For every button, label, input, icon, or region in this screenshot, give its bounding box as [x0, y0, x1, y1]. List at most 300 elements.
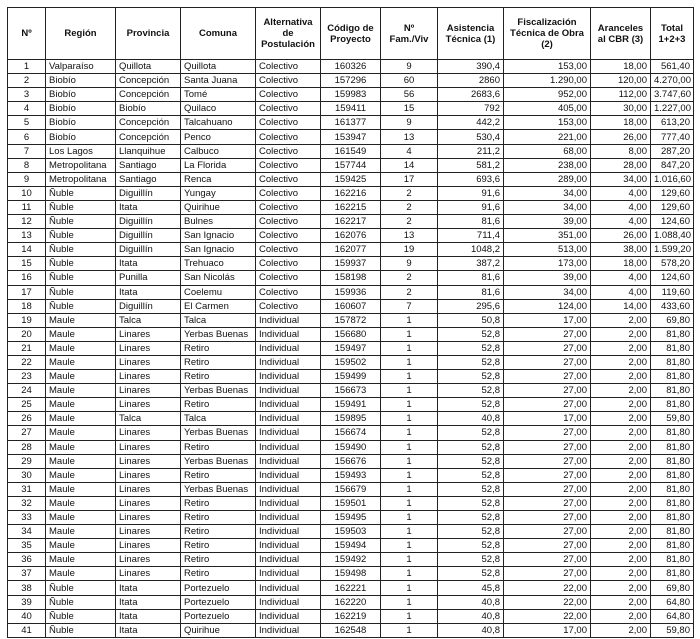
- cell-region: Maule: [46, 496, 116, 510]
- table-row: [8, 130, 694, 144]
- cell-num-fam: 60: [381, 74, 438, 88]
- table-row: [8, 440, 694, 454]
- cell-alternativa: Colectivo: [256, 215, 321, 229]
- cell-num: 26: [8, 412, 46, 426]
- cell-num-fam: 2: [381, 215, 438, 229]
- cell-region: Maule: [46, 454, 116, 468]
- cell-asistencia: 52,8: [438, 398, 504, 412]
- cell-aranceles: 2,00: [591, 595, 651, 609]
- table-row: [8, 454, 694, 468]
- cell-alternativa: Colectivo: [256, 271, 321, 285]
- cell-codigo: 159495: [321, 511, 381, 525]
- table-row: [8, 200, 694, 214]
- cell-num: 13: [8, 229, 46, 243]
- cell-comuna: Coelemu: [181, 285, 256, 299]
- cell-provincia: Diguillín: [116, 229, 181, 243]
- cell-alternativa: Colectivo: [256, 102, 321, 116]
- cell-codigo: 157872: [321, 313, 381, 327]
- cell-num-fam: 1: [381, 313, 438, 327]
- cell-total: 81,80: [651, 327, 694, 341]
- cell-alternativa: Individual: [256, 370, 321, 384]
- cell-num: 14: [8, 243, 46, 257]
- cell-alternativa: Individual: [256, 384, 321, 398]
- cell-codigo: 159498: [321, 567, 381, 581]
- cell-region: Ñuble: [46, 215, 116, 229]
- cell-num-fam: 9: [381, 257, 438, 271]
- table-row: [8, 60, 694, 74]
- cell-fiscalizacion: 27,00: [504, 370, 591, 384]
- cell-aranceles: 4,00: [591, 215, 651, 229]
- cell-total: 69,80: [651, 313, 694, 327]
- cell-aranceles: 8,00: [591, 144, 651, 158]
- cell-asistencia: 52,8: [438, 454, 504, 468]
- cell-provincia: Diguillín: [116, 243, 181, 257]
- cell-provincia: Diguillín: [116, 299, 181, 313]
- cell-total: 64,80: [651, 609, 694, 623]
- cell-asistencia: 387,2: [438, 257, 504, 271]
- cell-total: 81,80: [651, 384, 694, 398]
- cell-comuna: Talcahuano: [181, 116, 256, 130]
- cell-asistencia: 52,8: [438, 355, 504, 369]
- cell-total: 81,80: [651, 482, 694, 496]
- cell-alternativa: Colectivo: [256, 60, 321, 74]
- cell-aranceles: 28,00: [591, 158, 651, 172]
- table-row: [8, 313, 694, 327]
- cell-region: Ñuble: [46, 186, 116, 200]
- cell-comuna: Retiro: [181, 468, 256, 482]
- table-row: [8, 609, 694, 623]
- cell-asistencia: 40,8: [438, 412, 504, 426]
- cell-region: Ñuble: [46, 243, 116, 257]
- cell-aranceles: 2,00: [591, 454, 651, 468]
- cell-aranceles: 2,00: [591, 511, 651, 525]
- cell-comuna: Trehuaco: [181, 257, 256, 271]
- cell-aranceles: 4,00: [591, 285, 651, 299]
- cell-num-fam: 1: [381, 595, 438, 609]
- cell-num-fam: 1: [381, 327, 438, 341]
- cell-num: 1: [8, 60, 46, 74]
- cell-total: 69,80: [651, 581, 694, 595]
- table-row: [8, 102, 694, 116]
- table-row: [8, 341, 694, 355]
- cell-num: 32: [8, 496, 46, 510]
- cell-total: 81,80: [651, 398, 694, 412]
- cell-region: Maule: [46, 567, 116, 581]
- cell-total: 81,80: [651, 496, 694, 510]
- cell-fiscalizacion: 27,00: [504, 327, 591, 341]
- cell-alternativa: Colectivo: [256, 257, 321, 271]
- table-row: [8, 567, 694, 581]
- cell-num: 7: [8, 144, 46, 158]
- cell-fiscalizacion: 27,00: [504, 384, 591, 398]
- cell-region: Maule: [46, 384, 116, 398]
- cell-fiscalizacion: 153,00: [504, 116, 591, 130]
- cell-num-fam: 13: [381, 130, 438, 144]
- cell-fiscalizacion: 22,00: [504, 595, 591, 609]
- cell-comuna: La Florida: [181, 158, 256, 172]
- cell-provincia: Punilla: [116, 271, 181, 285]
- cell-num: 38: [8, 581, 46, 595]
- cell-asistencia: 52,8: [438, 539, 504, 553]
- cell-provincia: Concepción: [116, 74, 181, 88]
- cell-codigo: 162217: [321, 215, 381, 229]
- cell-comuna: Quillota: [181, 60, 256, 74]
- cell-aranceles: 2,00: [591, 412, 651, 426]
- cell-region: Biobío: [46, 88, 116, 102]
- column-header-comuna: Comuna: [181, 8, 256, 60]
- cell-region: Ñuble: [46, 623, 116, 637]
- cell-alternativa: Colectivo: [256, 88, 321, 102]
- cell-region: Biobío: [46, 74, 116, 88]
- cell-num-fam: 1: [381, 511, 438, 525]
- cell-asistencia: 442,2: [438, 116, 504, 130]
- cell-provincia: Santiago: [116, 158, 181, 172]
- cell-num: 16: [8, 271, 46, 285]
- cell-num-fam: 1: [381, 581, 438, 595]
- cell-provincia: Biobío: [116, 102, 181, 116]
- cell-num: 27: [8, 426, 46, 440]
- cell-comuna: Retiro: [181, 539, 256, 553]
- cell-num: 17: [8, 285, 46, 299]
- cell-codigo: 161549: [321, 144, 381, 158]
- cell-total: 124,60: [651, 215, 694, 229]
- cell-fiscalizacion: 952,00: [504, 88, 591, 102]
- cell-aranceles: 34,00: [591, 172, 651, 186]
- cell-aranceles: 112,00: [591, 88, 651, 102]
- cell-codigo: 162220: [321, 595, 381, 609]
- cell-aranceles: 2,00: [591, 623, 651, 637]
- cell-asistencia: 1048,2: [438, 243, 504, 257]
- cell-asistencia: 45,8: [438, 581, 504, 595]
- cell-region: Los Lagos: [46, 144, 116, 158]
- cell-num-fam: 14: [381, 158, 438, 172]
- cell-total: 81,80: [651, 426, 694, 440]
- cell-aranceles: 4,00: [591, 200, 651, 214]
- table-row: [8, 172, 694, 186]
- cell-alternativa: Colectivo: [256, 243, 321, 257]
- cell-alternativa: Colectivo: [256, 200, 321, 214]
- cell-fiscalizacion: 34,00: [504, 200, 591, 214]
- cell-comuna: Yerbas Buenas: [181, 426, 256, 440]
- cell-region: Maule: [46, 539, 116, 553]
- cell-fiscalizacion: 1.290,00: [504, 74, 591, 88]
- cell-alternativa: Colectivo: [256, 144, 321, 158]
- cell-fiscalizacion: 27,00: [504, 454, 591, 468]
- cell-provincia: Linares: [116, 355, 181, 369]
- cell-num-fam: 1: [381, 539, 438, 553]
- cell-asistencia: 2860: [438, 74, 504, 88]
- cell-fiscalizacion: 173,00: [504, 257, 591, 271]
- cell-alternativa: Colectivo: [256, 299, 321, 313]
- table-row: [8, 426, 694, 440]
- cell-comuna: Retiro: [181, 370, 256, 384]
- cell-total: 59,80: [651, 623, 694, 637]
- table-row: [8, 525, 694, 539]
- cell-region: Biobío: [46, 130, 116, 144]
- table-row: [8, 215, 694, 229]
- cell-aranceles: 2,00: [591, 341, 651, 355]
- cell-num: 41: [8, 623, 46, 637]
- cell-fiscalizacion: 153,00: [504, 60, 591, 74]
- table-row: [8, 482, 694, 496]
- cell-region: Ñuble: [46, 299, 116, 313]
- cell-total: 1.016,60: [651, 172, 694, 186]
- cell-alternativa: Colectivo: [256, 74, 321, 88]
- table-row: [8, 384, 694, 398]
- table-row: [8, 144, 694, 158]
- cell-provincia: Linares: [116, 482, 181, 496]
- cell-total: 433,60: [651, 299, 694, 313]
- cell-fiscalizacion: 513,00: [504, 243, 591, 257]
- cell-codigo: 162548: [321, 623, 381, 637]
- cell-region: Ñuble: [46, 595, 116, 609]
- cell-asistencia: 390,4: [438, 60, 504, 74]
- cell-num-fam: 17: [381, 172, 438, 186]
- cell-total: 119,60: [651, 285, 694, 299]
- cell-num-fam: 2: [381, 200, 438, 214]
- cell-num: 36: [8, 553, 46, 567]
- cell-alternativa: Individual: [256, 313, 321, 327]
- table-row: [8, 88, 694, 102]
- cell-codigo: 159425: [321, 172, 381, 186]
- cell-total: 777,40: [651, 130, 694, 144]
- cell-asistencia: 81,6: [438, 215, 504, 229]
- cell-asistencia: 52,8: [438, 496, 504, 510]
- cell-codigo: 159493: [321, 468, 381, 482]
- cell-alternativa: Individual: [256, 581, 321, 595]
- cell-provincia: Itata: [116, 623, 181, 637]
- cell-alternativa: Colectivo: [256, 116, 321, 130]
- cell-num-fam: 1: [381, 398, 438, 412]
- cell-fiscalizacion: 221,00: [504, 130, 591, 144]
- cell-aranceles: 18,00: [591, 257, 651, 271]
- cell-region: Ñuble: [46, 229, 116, 243]
- cell-num-fam: 1: [381, 553, 438, 567]
- cell-region: Ñuble: [46, 271, 116, 285]
- cell-num: 6: [8, 130, 46, 144]
- cell-comuna: Santa Juana: [181, 74, 256, 88]
- cell-num-fam: 1: [381, 370, 438, 384]
- cell-num: 30: [8, 468, 46, 482]
- cell-alternativa: Individual: [256, 355, 321, 369]
- table-row: [8, 581, 694, 595]
- cell-aranceles: 26,00: [591, 130, 651, 144]
- cell-total: 124,60: [651, 271, 694, 285]
- cell-num: 31: [8, 482, 46, 496]
- cell-codigo: 159501: [321, 496, 381, 510]
- cell-num: 24: [8, 384, 46, 398]
- cell-num-fam: 1: [381, 496, 438, 510]
- cell-codigo: 159936: [321, 285, 381, 299]
- cell-num: 22: [8, 355, 46, 369]
- cell-num-fam: 9: [381, 116, 438, 130]
- cell-provincia: Linares: [116, 496, 181, 510]
- cell-provincia: Concepción: [116, 130, 181, 144]
- cell-comuna: Quirihue: [181, 623, 256, 637]
- column-header-total: Total 1+2+3: [651, 8, 694, 60]
- cell-total: 3.747,60: [651, 88, 694, 102]
- cell-num: 5: [8, 116, 46, 130]
- cell-alternativa: Individual: [256, 567, 321, 581]
- cell-fiscalizacion: 27,00: [504, 553, 591, 567]
- cell-num-fam: 1: [381, 355, 438, 369]
- cell-codigo: 159503: [321, 525, 381, 539]
- table-row: [8, 186, 694, 200]
- cell-fiscalizacion: 238,00: [504, 158, 591, 172]
- cell-aranceles: 2,00: [591, 384, 651, 398]
- cell-total: 81,80: [651, 370, 694, 384]
- cell-num: 34: [8, 525, 46, 539]
- cell-region: Maule: [46, 440, 116, 454]
- cell-asistencia: 52,8: [438, 426, 504, 440]
- cell-num: 23: [8, 370, 46, 384]
- cell-aranceles: 2,00: [591, 313, 651, 327]
- cell-fiscalizacion: 27,00: [504, 511, 591, 525]
- cell-fiscalizacion: 27,00: [504, 341, 591, 355]
- cell-comuna: Yungay: [181, 186, 256, 200]
- cell-codigo: 159491: [321, 398, 381, 412]
- cell-comuna: Renca: [181, 172, 256, 186]
- cell-aranceles: 2,00: [591, 398, 651, 412]
- table-row: [8, 243, 694, 257]
- cell-region: Maule: [46, 525, 116, 539]
- cell-num: 35: [8, 539, 46, 553]
- cell-num-fam: 2: [381, 285, 438, 299]
- cell-codigo: 159490: [321, 440, 381, 454]
- cell-region: Ñuble: [46, 581, 116, 595]
- cell-total: 81,80: [651, 355, 694, 369]
- cell-asistencia: 52,8: [438, 370, 504, 384]
- cell-num: 3: [8, 88, 46, 102]
- cell-comuna: Talca: [181, 313, 256, 327]
- cell-region: Valparaíso: [46, 60, 116, 74]
- cell-alternativa: Individual: [256, 623, 321, 637]
- cell-num-fam: 1: [381, 525, 438, 539]
- cell-num: 12: [8, 215, 46, 229]
- cell-asistencia: 211,2: [438, 144, 504, 158]
- cell-provincia: Linares: [116, 327, 181, 341]
- column-header-fiscalizacion: Fiscalización Técnica de Obra (2): [504, 8, 591, 60]
- cell-fiscalizacion: 289,00: [504, 172, 591, 186]
- cell-region: Maule: [46, 468, 116, 482]
- cell-total: 1.227,00: [651, 102, 694, 116]
- cell-provincia: Diguillín: [116, 215, 181, 229]
- cell-codigo: 162077: [321, 243, 381, 257]
- column-header-num-fam: Nº Fam./Viv: [381, 8, 438, 60]
- cell-total: 129,60: [651, 200, 694, 214]
- cell-asistencia: 2683,6: [438, 88, 504, 102]
- cell-aranceles: 38,00: [591, 243, 651, 257]
- cell-provincia: Talca: [116, 313, 181, 327]
- cell-num: 10: [8, 186, 46, 200]
- cell-region: Maule: [46, 511, 116, 525]
- cell-alternativa: Individual: [256, 525, 321, 539]
- cell-alternativa: Individual: [256, 412, 321, 426]
- cell-provincia: Concepción: [116, 116, 181, 130]
- cell-fiscalizacion: 351,00: [504, 229, 591, 243]
- cell-alternativa: Individual: [256, 609, 321, 623]
- cell-num: 2: [8, 74, 46, 88]
- cell-codigo: 159497: [321, 341, 381, 355]
- cell-codigo: 160326: [321, 60, 381, 74]
- cell-provincia: Talca: [116, 412, 181, 426]
- cell-provincia: Itata: [116, 581, 181, 595]
- column-header-codigo: Código de Proyecto: [321, 8, 381, 60]
- cell-comuna: Penco: [181, 130, 256, 144]
- cell-region: Metropolitana: [46, 158, 116, 172]
- table-row: [8, 327, 694, 341]
- cell-region: Maule: [46, 327, 116, 341]
- cell-fiscalizacion: 27,00: [504, 355, 591, 369]
- cell-asistencia: 40,8: [438, 623, 504, 637]
- cell-codigo: 159492: [321, 553, 381, 567]
- cell-asistencia: 52,8: [438, 567, 504, 581]
- cell-num-fam: 1: [381, 567, 438, 581]
- cell-num-fam: 2: [381, 271, 438, 285]
- cell-comuna: Calbuco: [181, 144, 256, 158]
- cell-provincia: Quillota: [116, 60, 181, 74]
- cell-fiscalizacion: 17,00: [504, 313, 591, 327]
- cell-num: 9: [8, 172, 46, 186]
- cell-codigo: 156674: [321, 426, 381, 440]
- cell-provincia: Linares: [116, 468, 181, 482]
- table-row: [8, 412, 694, 426]
- cell-asistencia: 91,6: [438, 186, 504, 200]
- cell-num-fam: 1: [381, 623, 438, 637]
- cell-asistencia: 530,4: [438, 130, 504, 144]
- cell-comuna: Yerbas Buenas: [181, 482, 256, 496]
- cell-aranceles: 2,00: [591, 609, 651, 623]
- cell-total: 561,40: [651, 60, 694, 74]
- table-row: [8, 229, 694, 243]
- cell-region: Ñuble: [46, 285, 116, 299]
- cell-provincia: Itata: [116, 200, 181, 214]
- cell-aranceles: 2,00: [591, 355, 651, 369]
- cell-aranceles: 2,00: [591, 370, 651, 384]
- cell-region: Biobío: [46, 116, 116, 130]
- cell-fiscalizacion: 22,00: [504, 609, 591, 623]
- cell-num-fam: 15: [381, 102, 438, 116]
- cell-total: 287,20: [651, 144, 694, 158]
- cell-aranceles: 120,00: [591, 74, 651, 88]
- cell-region: Ñuble: [46, 609, 116, 623]
- cell-aranceles: 30,00: [591, 102, 651, 116]
- cell-num: 39: [8, 595, 46, 609]
- cell-codigo: 157744: [321, 158, 381, 172]
- cell-asistencia: 91,6: [438, 200, 504, 214]
- column-header-region: Región: [46, 8, 116, 60]
- cell-total: 64,80: [651, 595, 694, 609]
- cell-asistencia: 52,8: [438, 525, 504, 539]
- table-row: [8, 468, 694, 482]
- cell-num: 21: [8, 341, 46, 355]
- table-row: [8, 595, 694, 609]
- table-row: [8, 511, 694, 525]
- cell-provincia: Linares: [116, 553, 181, 567]
- cell-asistencia: 50,8: [438, 313, 504, 327]
- cell-alternativa: Individual: [256, 468, 321, 482]
- cell-total: 81,80: [651, 553, 694, 567]
- cell-comuna: Portezuelo: [181, 595, 256, 609]
- cell-alternativa: Colectivo: [256, 285, 321, 299]
- cell-codigo: 162076: [321, 229, 381, 243]
- cell-comuna: El Carmen: [181, 299, 256, 313]
- cell-asistencia: 40,8: [438, 609, 504, 623]
- cell-num-fam: 13: [381, 229, 438, 243]
- cell-provincia: Linares: [116, 426, 181, 440]
- cell-num: 25: [8, 398, 46, 412]
- cell-codigo: 153947: [321, 130, 381, 144]
